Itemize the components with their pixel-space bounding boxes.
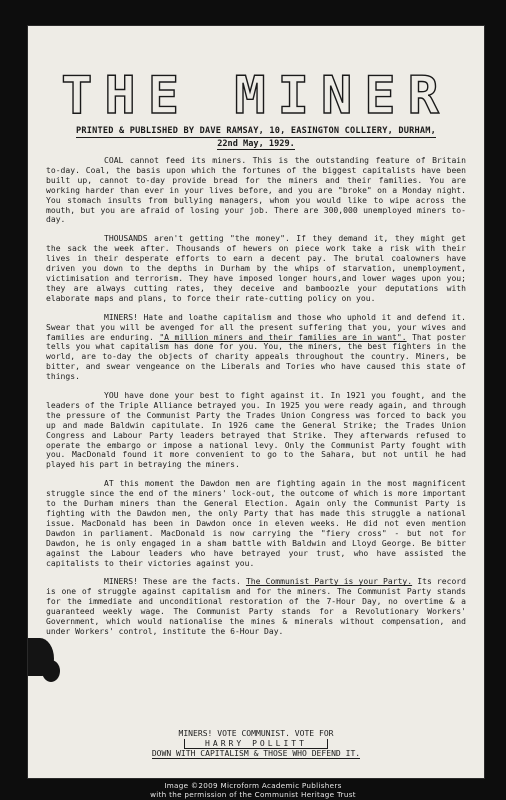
paragraph-fight: YOU have done your best to fight against it. In 1921 you fought, and the leaders of the Triple Alliance betrayed you. In 1925 you were ready again, and through the pressure of the Communist Party the Trades Union Congress was forced to back you up and made Baldwin capitulate. In 1926 came the General Strike; the Trades Union Congress and Labour Party leaders betrayed that Strike. They afterwards refused to operate the embargo or impose a national levy. Only the Communist Party fought with you. MacDonald found it more convenient to go to the Sahara, but not until he had played his part in betraying the miners. [46,391,466,470]
paragraph-facts [46,577,466,636]
paragraph-dawdon: AT this moment the Dawdon men are fighting again in the most magnificent struggle since the end of the miners' lock-out, the outcome of which is more important to the Durham miners than the General Election. Again only the Communist Party is fighting with the Dawdon men, the only Party that has made this struggle a national issue. MacDonald has been in Dawdon once in eleven weeks. He did not even mention Dawdon in parliament. MacDonald is now carrying the "fiery cross" - but not for Dawdon, he is only engaged in a sham battle with Baldwin and Lloyd George. Be bitter against the Labour leaders who have betrayed your trust, who have assisted the capitalists to their victories against you. [46,479,466,568]
paragraph-miners-hate-text: MINERS! Hate and loathe capitalism and those who uphold it and defend it. Swear that you will be avenged for all the present suffering that you, your wives and families are enduring. [46,312,466,342]
issue-date-text: 22nd May, 1929. [217,139,295,149]
paragraph-thousands: THOUSANDS aren't getting "the money". If they demand it, they might get the sack the week after. Thousands of hewers on piece work take a risk with their lives in their desperate efforts to earn a decent pay. The brutal coalowners have driven you down to the depths in Durham by the whips of starvation, unemployment, victimisation and terrorism. They have imposed longer hours,and lower wages upon you; they are always cutting rates, they deceive and bamboozle your deputations with elaborate maps and plans, to force their rate-cutting policy on you. [46,234,466,303]
paragraph-facts-lead: MINERS! These are the facts. [104,577,241,587]
imprint-text: PRINTED & PUBLISHED BY DAVE RAMSAY, 10, EASINGTON COLLIERY, DURHAM, [75,126,437,136]
candidate-name: HARRY POLLITT [184,739,328,749]
ink-stain-drop [42,660,60,682]
poster-quote: "A million miners and their families are in want". [159,332,407,342]
paragraph-poster-cont: tells you what capitalism has done for you. You, the miners, the best fighters in the world, are to-day the objects of charity appeals throughout the country. Miners, be bitter, and swear vengeance on the Liberals and Tories who have caused this state of things. [46,342,466,382]
newspaper-page [28,26,484,778]
closing-block [28,729,484,759]
paragraph-facts-body: Its record is one of struggle against capitalism and for the miners. The Communist Party stands for the immediate and unconditional restoration of the 7-Hour Day, no overtime & a guaranteed weekly wage. The Communist Party stands for a Revolutionary Workers' Government, which would nationalise the mines & minerals without compensation, and under Workers' control, institute the 6-Hour Day. [46,577,466,636]
poster-tail: That poster [406,332,466,342]
masthead-title: THE MINER [61,66,451,126]
credit-line-2: with the permission of the Communist Heritage Trust [150,790,356,799]
closing-slogan: DOWN WITH CAPITALISM & THOSE WHO DEFEND IT. [151,749,361,758]
imprint-line [28,126,484,138]
vote-call: MINERS! VOTE COMMUNIST. VOTE FOR [178,729,334,738]
party-line: The Communist Party is your Party. [245,577,413,587]
credit-line-1: Image ©2009 Microform Academic Publishers [164,781,342,790]
image-credit [0,781,506,799]
issue-date [28,139,484,149]
paragraph-coal: COAL cannot feed its miners. This is the outstanding feature of Britain to-day. Coal, the basis upon which the fortunes of the biggest capitalists have been built up, cannot to-day provide bread for the miners and their families. You are working harder than ever in your lives before, and you are "broke" on a Monday night. You stomach insults from bullying managers, whom you would like to wipe across the mouth, but you are afraid of losing your job. There are 300,000 unemployed miners to-day. [46,156,466,225]
paragraph-miners-hate [46,313,466,382]
article-body [46,156,466,646]
